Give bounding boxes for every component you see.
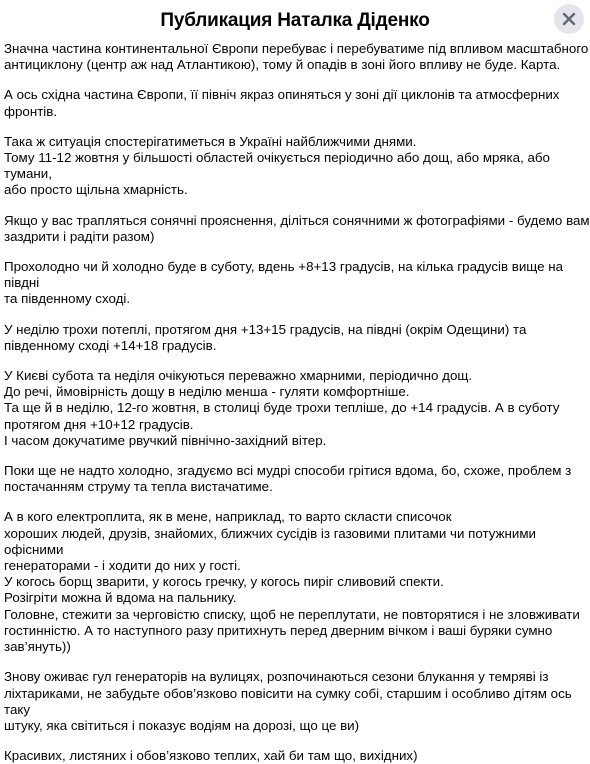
post-paragraph: Поки ще не надто холодно, згадуємо всі мудрі способи грітися вдома, бо, схоже, проблем з постачанням струму та тепла вистачатиме. (4, 463, 572, 495)
post-paragraph: Прохолодно чи й холодно буде в суботу, вдень +8+13 градусів, на кілька градусів вище на півдні та південному сході. (4, 259, 564, 307)
dialog-header (0, 0, 590, 41)
post-paragraph: У неділю трохи потеплі, протягом дня +13+15 градусів, на півдні (окрім Одещини) та південному сході +14+18 градусів. (4, 321, 527, 353)
post-paragraph: А ось східна частина Європи, її північ якраз опиняться у зоні дії циклонів та атмосферних фронтів. (4, 87, 560, 119)
post-paragraph: Якщо у вас трапляться сонячні прояснення, діліться сонячними ж фотографіями - будемо вам заздрити і радіти разом) (4, 212, 590, 244)
close-icon (562, 12, 576, 26)
post-paragraph: Красивих, листяних і обов’язково теплих, хай би там що, вихідних) (4, 748, 418, 764)
dialog-title: Публикация Наталка Діденко (160, 10, 430, 31)
close-button[interactable] (554, 4, 584, 34)
post-body (0, 41, 590, 764)
post-paragraph: Значна частина континентальної Європи перебуває і перебуватиме під впливом масштабного антициклону (центр аж над Атлантикою), тому й опадів в зоні його впливу не буде. Карта. (4, 41, 589, 73)
post-paragraph: Знову оживає гул генераторів на вулицях, розпочинаються сезони блукання у темряві із ліхтариками, не забудьте обов’язково повісити на сумку собі, старшим і особливо дітям ось таку штуку, яка світиться і показує водіям на дорозі, що це ви) (4, 669, 572, 733)
post-paragraph: А в кого електроплита, як в мене, наприклад, то варто скласти списочок хороших людей, друзів, знайомих, ближчих сусідів із газовими плитами чи потужними офісними генераторами - і ходити до них у гості. У когось борщ зварити, у когось гречку, у когось пиріг сливовий спекти. Розігріти можна й вдома на пальнику. Головне, стежити за черговістю списку, щоб не переплутати, не повторятися і не зловживати гостинністю. А то наступного разу притихнуть перед дверним вічком і ваші буряки сумно зав’януть)) (4, 509, 580, 655)
post-paragraph: Така ж ситуація спостерігатиметься в Україні найближчими днями. Тому 11-12 жовтня у більшості областей очікується періодично або дощ, або мряка, або тумани, або просто щільна хмарність. (4, 133, 550, 198)
post-paragraph: У Києві субота та неділя очікуються переважно хмарними, періодично дощ. До речі, ймовірність дощу в неділю менша - гуляти комфортніше. Та ще й в неділю, 12-го жовтня, в столиці буде трохи тепліше, до +14 градусів. А в суботу протягом дня +10+12 градусів. І часом докучатиме рвучкий північно-західний вітер. (4, 368, 560, 448)
